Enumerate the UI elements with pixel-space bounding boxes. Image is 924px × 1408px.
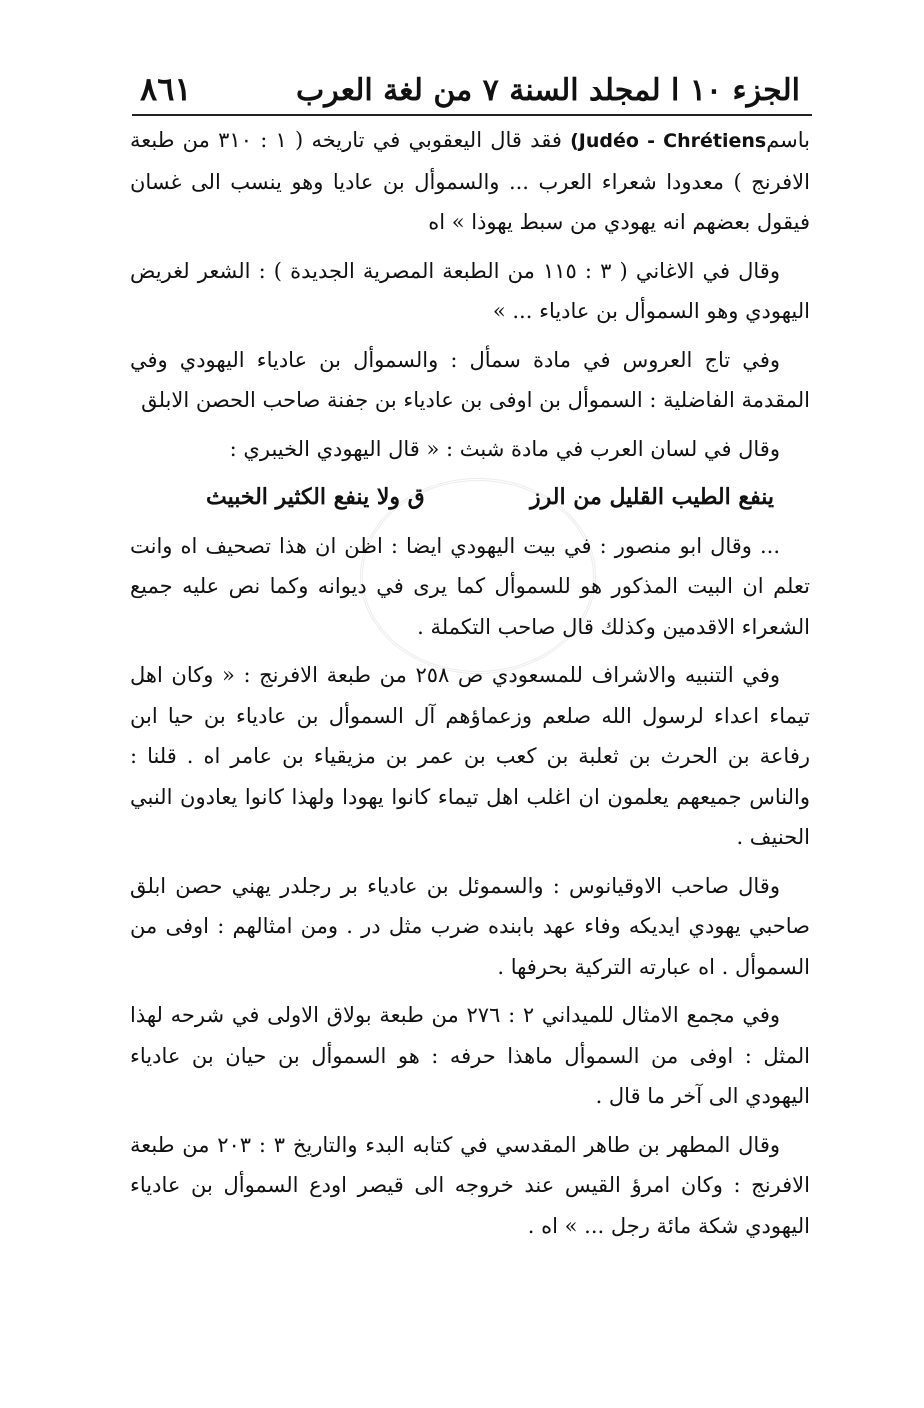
paragraph-aghani: وقال في الاغاني ( ٣ : ١١٥ من الطبعة المصرية الجديدة ) : الشعر لغريض اليهودي وهو السموأل بن عادياء ... » — [130, 258, 810, 323]
paragraph-lisan-alarab: وقال في لسان العرب في مادة شبث : « قال اليهودي الخيبري : — [229, 436, 780, 461]
paragraph-maydani: وفي مجمع الامثال للميداني ٢ : ٢٧٦ من طبعة بولاق الاولى في شرحه لهذا المثل : اوفى من السموأل ماهذا حرفه : هو السموأل بن حيان بن عادياء اليهودي الى آخر ما قال . — [130, 1003, 810, 1108]
verse-first-hemistich: ينفع الطيب القليل من الرز — [530, 484, 774, 510]
running-title: الجزء ١٠ ا لمجلد السنة ٧ من لغة العرب — [295, 73, 800, 108]
paragraph-maqdisi: وقال المطهر بن طاهر المقدسي في كتابه البدء والتاريخ ٣ : ٢٠٣ من طبعة الافرنج : وكان امرؤ القيس عند خروجه الى قيصر اودع السموأل بن عادياء اليهودي شكة مائة رجل ... » اه . — [130, 1132, 810, 1238]
paragraph-taj-alarus: وفي تاج العروس في مادة سمأل : والسموأل بن عادياء اليهودي وفي المقدمة الفاضلية : السموأل بن اوفى بن عادياء بن جفنة صاحب الحصن الابلق — [130, 347, 810, 412]
paragraph-oqianus: وقال صاحب الاوقيانوس : والسموئل بن عادياء بر رجلدر يهني حصن ابلق صاحبي يهودي ايديكه وفاء عهد بابنده ضرب مثل در . ومن امثالهم : اوفى من السموأل . اه عبارته التركية بحرفها . — [130, 873, 810, 979]
verse-second-hemistich: ق ولا ينفع الكثير الخبيث — [206, 484, 425, 510]
paragraph-abu-mansur: ... وقال ابو منصور : في بيت اليهودي ايضا : اظن ان هذا تصحيف اه وانت تعلم ان البيت المذكور هو للسموأل كما يرى في ديوانه وكما نص عليه جميع الشعراء الاقدمين وكذلك قال صاحب التكملة . — [130, 533, 810, 639]
paragraph-yaqubi — [130, 120, 810, 243]
page-number: ٨٦١ — [140, 70, 192, 108]
paragraph-text: باسم — [766, 128, 811, 152]
page-header — [140, 52, 800, 108]
header-rule — [132, 114, 812, 116]
poem-verse — [130, 477, 810, 518]
body-text — [130, 120, 810, 1254]
paragraph-masudi: وفي التنبيه والاشراف للمسعودي ص ٢٥٨ من طبعة الافرنج : « وكان اهل تيماء اعداء لرسول الله صلعم وزعماؤهم آل السموأل بن عادياء بن حيا ابن رفاعة بن الحرث بن ثعلبة بن كعب بن عمر بن مزيقياء بن عامر اه . قلنا : والناس جميعهم يعلمون ان اغلب اهل تيماء كانوا يهودا ولهذا كانوا يعادون النبي الحنيف . — [130, 663, 810, 849]
latin-term: (Judéo - Chrétiens — [570, 130, 767, 152]
paragraph-text: فقد قال اليعقوبي في تاريخه ( ١ : ٣١٠ من طبعة الافرنج ) معدودا شعراء العرب ... والسموأل بن عاديا وهو ينسب الى غسان فيقول بعضهم انه يهودي من سبط يهوذا » اه — [130, 128, 810, 234]
